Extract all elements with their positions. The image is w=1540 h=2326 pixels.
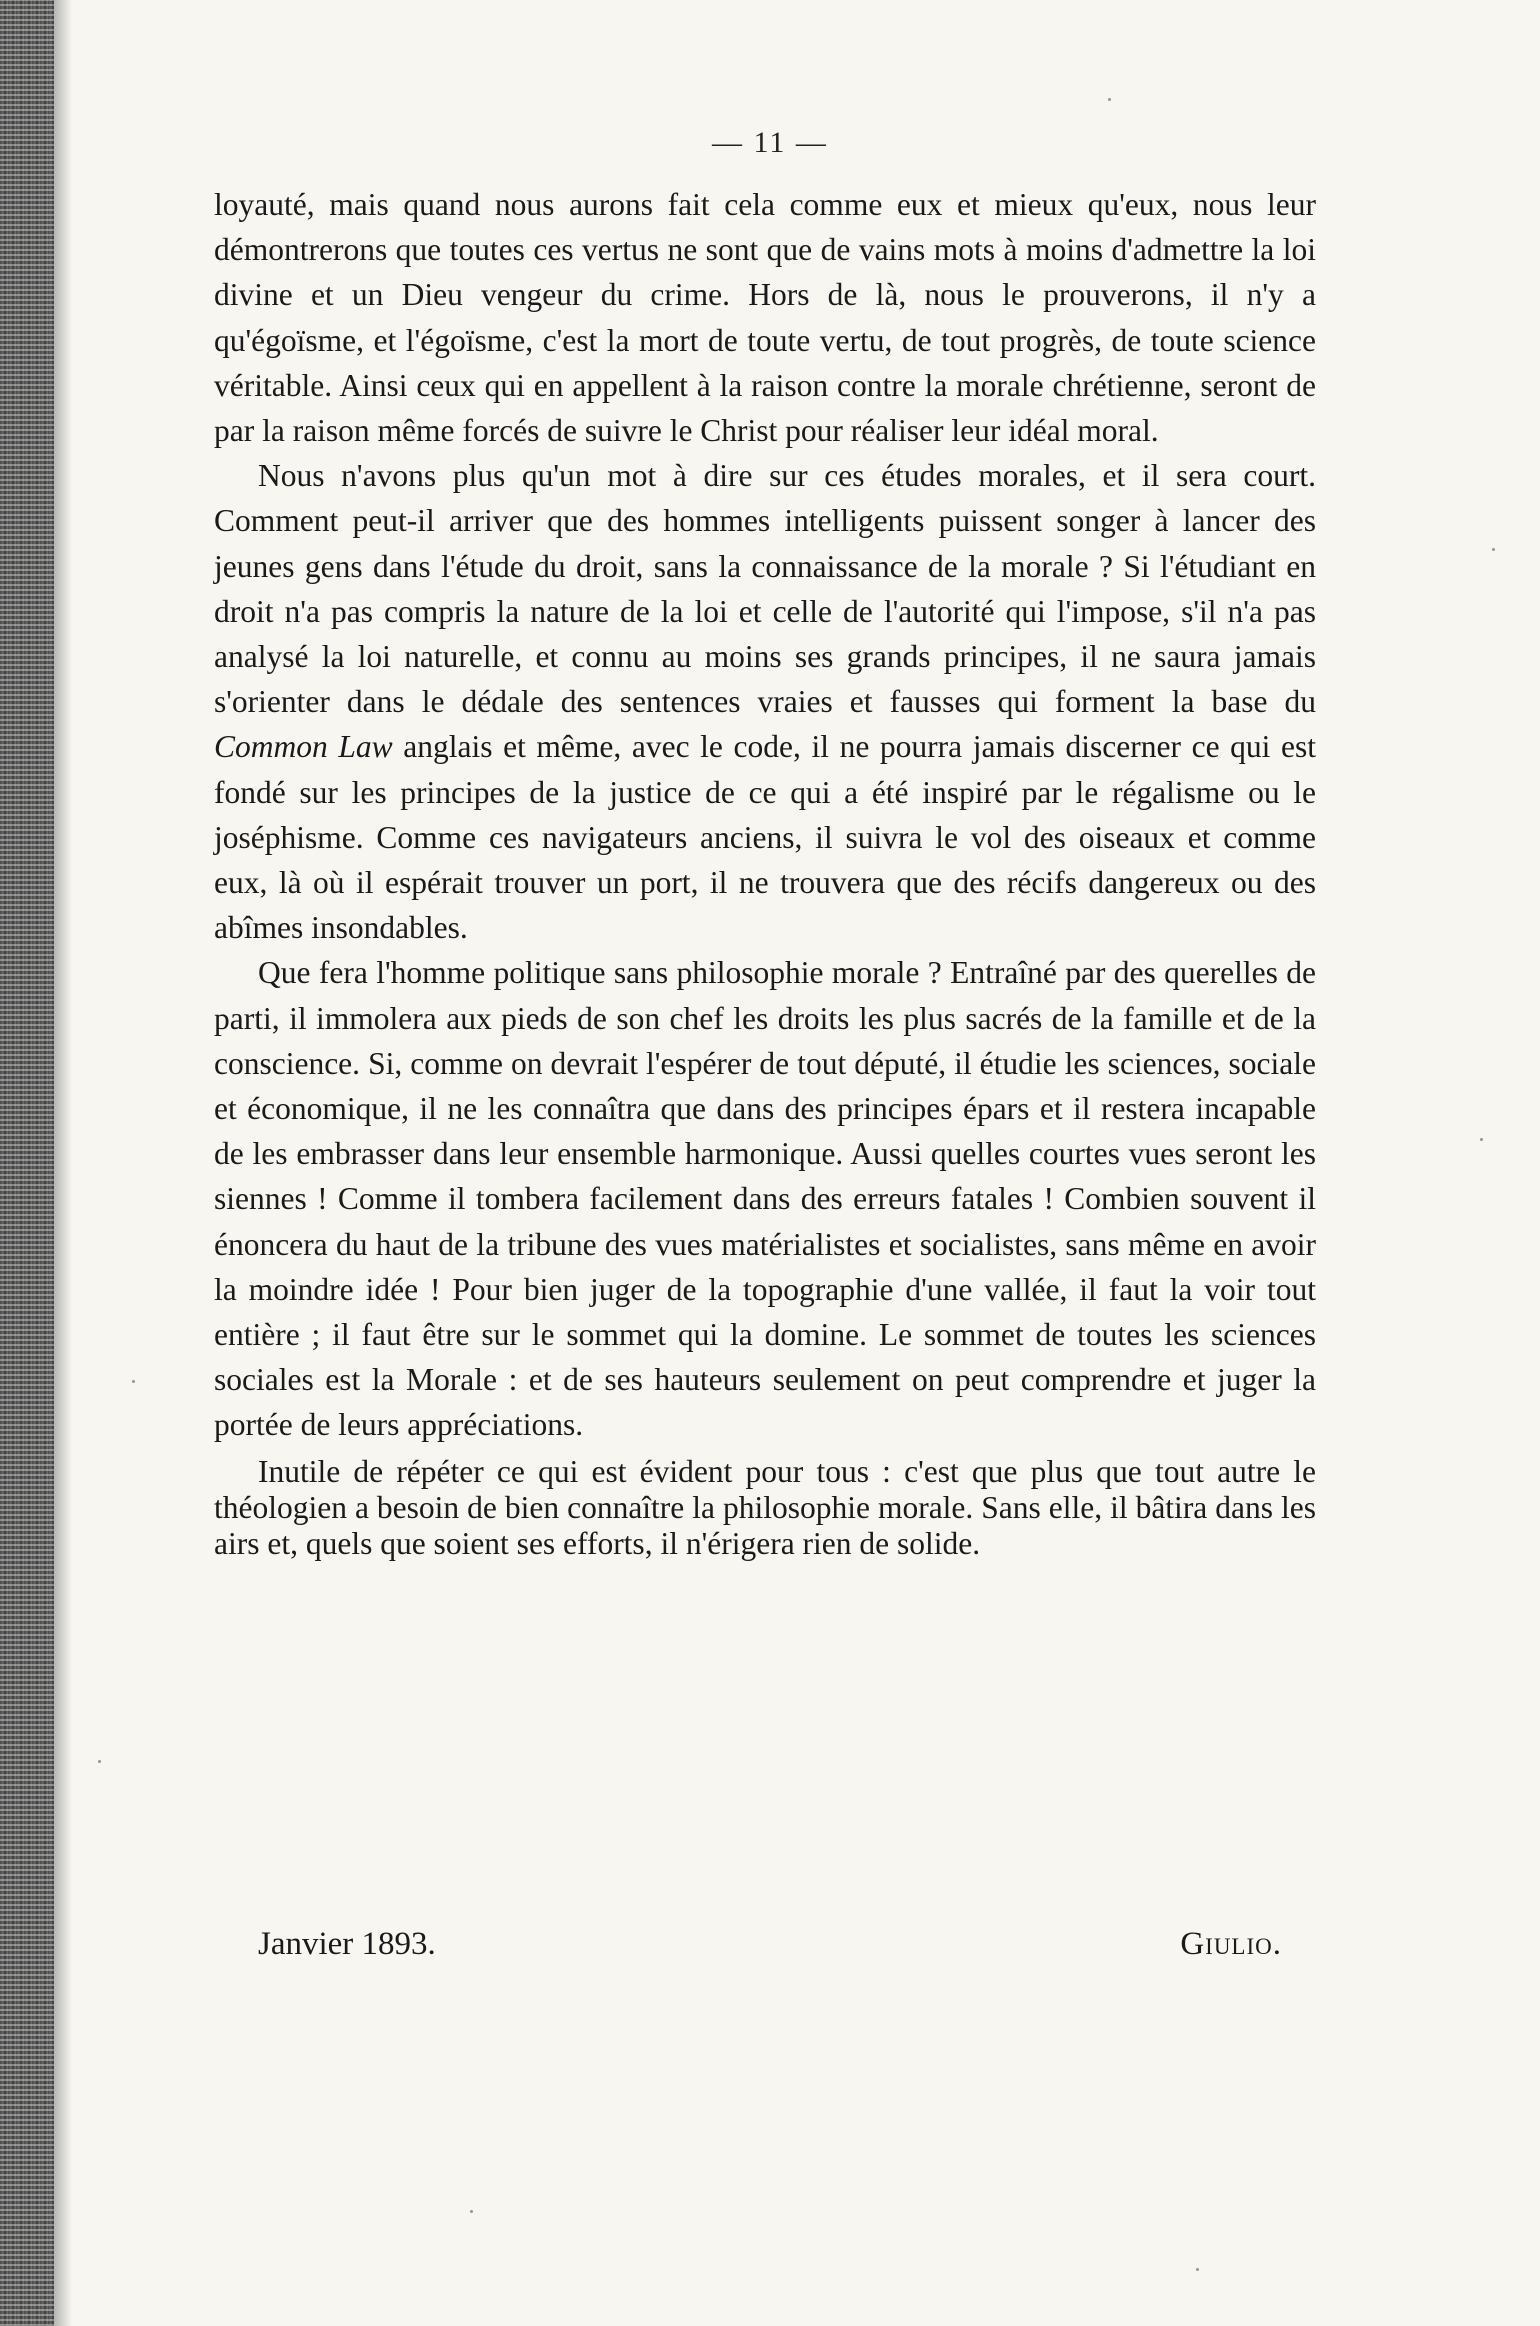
speckle bbox=[1196, 2268, 1199, 2271]
italic-common-law: Common Law bbox=[214, 729, 393, 765]
speckle bbox=[1492, 548, 1495, 551]
speckle bbox=[132, 1380, 135, 1383]
paragraph-4: Inutile de répéter ce qui est évident pour tous : c'est que plus que tout autre le théologien a besoin de bien connaître la philosophie morale. Sans elle, il bâtira dans les airs et, quels que soient ses efforts, il n'érigera rien de solide. bbox=[214, 1453, 1316, 1561]
paragraph-3: Que fera l'homme politique sans philosophie morale ? Entraîné par des querelles de parti, il immolera aux pieds de son chef les droits les plus sacrés de la famille et de la conscience. Si, comme on devrait l'espérer de tout député, il étudie les sciences, sociale et économique, il ne les connaîtra que dans des principes épars et il restera incapable de les embrasser dans leur ensemble harmonique. Aussi quelles courtes vues seront les siennes ! Comme il tombera facilement dans des erreurs fatales ! Combien souvent il énoncera du haut de la tribune des vues matérialistes et socialistes, sans même en avoir la moindre idée ! Pour bien juger de la topographie d'une vallée, il faut la voir tout entière ; il faut être sur le sommet qui la domine. Le sommet de toutes les sciences sociales est la Morale : et de ses hauteurs seulement on peut comprendre et juger la portée de leurs appréciations. bbox=[214, 955, 1316, 1443]
author-signature: Giulio. bbox=[1180, 1926, 1282, 1962]
speckle bbox=[1108, 98, 1111, 101]
speckle bbox=[470, 2210, 473, 2213]
paragraph-1: loyauté, mais quand nous aurons fait cela comme eux et mieux qu'eux, nous leur démontrerons que toutes ces vertus ne sont que de vains mots à moins d'admettre la loi divine et un Dieu vengeur du crime. Hors de là, nous le prouverons, il n'y a qu'égoïsme, et l'égoïsme, c'est la mort de toute vertu, de tout progrès, de toute science véritable. Ainsi ceux qui en appellent à la raison contre la morale chrétienne, seront de par la raison même forcés de suivre le Christ pour réaliser leur idéal moral. bbox=[214, 187, 1316, 449]
signoff bbox=[258, 1926, 1282, 1963]
scan-gutter-shadow bbox=[54, 0, 72, 2326]
paragraph-2-part-2: anglais et même, avec le code, il ne pourra jamais discerner ce qui est fondé sur les principes de la justice de ce qui a été inspiré par le régalisme ou le joséphisme. Comme ces navigateurs anciens, il suivra le vol des oiseaux et comme eux, là où il espérait trouver un port, il ne trouvera que des récifs dangereux ou des abîmes insondables. bbox=[214, 729, 1317, 946]
speckle bbox=[98, 1760, 101, 1763]
scan-gutter bbox=[0, 0, 54, 2326]
date-line: Janvier 1893. bbox=[258, 1926, 436, 1962]
body-text bbox=[214, 182, 1316, 1562]
speckle bbox=[1480, 1138, 1483, 1141]
paragraph-2-part-1: Nous n'avons plus qu'un mot à dire sur ces études morales, et il sera court. Comment peut-il arriver que des hommes intelligents puissent songer à lancer des jeunes gens dans l'étude du droit, sans la connaissance de la morale ? Si l'étudiant en droit n'a pas compris la nature de la loi et celle de l'autorité qui l'impose, s'il n'a pas analysé la loi naturelle, et connu au moins ses grands principes, il ne saura jamais s'orienter dans le dédale des sentences vraies et fausses qui forment la base du bbox=[214, 458, 1316, 720]
paragraph-2 bbox=[214, 453, 1316, 950]
page-number: — 11 — bbox=[712, 126, 828, 159]
